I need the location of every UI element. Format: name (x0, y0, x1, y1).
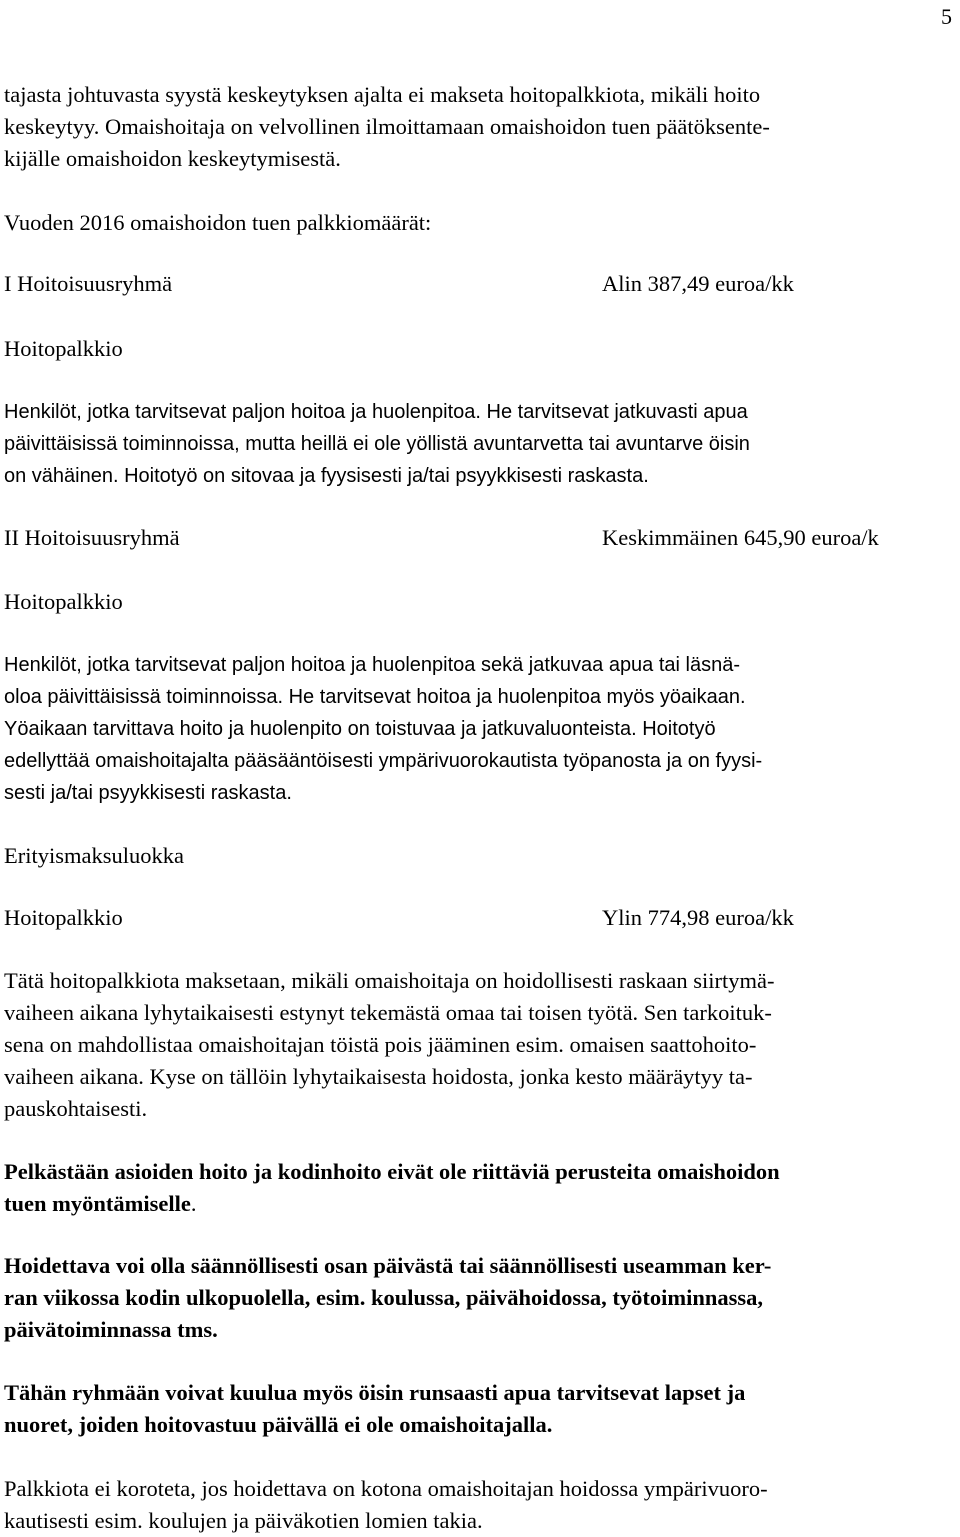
bold-para1-tail: . (190, 1191, 197, 1216)
intro-line: kijälle omaishoidon keskeytymisestä. (4, 146, 341, 171)
bold-paragraph-3 (4, 1377, 745, 1441)
bold-para1-line: Pelkästään asioiden hoito ja kodinhoito eivät ole riittäviä perusteita omaishoidon (4, 1159, 780, 1184)
special-desc-line: pauskohtaisesti. (4, 1096, 148, 1121)
group2-row (4, 522, 954, 554)
group2-sub-label: Hoitopalkkio (4, 589, 123, 614)
group1-desc-line: Henkilöt, jotka tarvitsevat paljon hoitoa ja huolenpitoa. He tarvitsevat jatkuvasti apua (4, 401, 748, 423)
group1-amount: Alin 387,49 euroa/kk (602, 271, 794, 296)
group2-desc-line: oloa päivittäisissä toiminnoissa. He tarvitsevat hoitoa ja huolenpitoa myös yöaikaan. (4, 686, 746, 708)
special-amount: Ylin 774,98 euroa/kk (602, 905, 794, 930)
bold-para2-line: ran viikossa kodin ulkopuolella, esim. koulussa, päivähoidossa, työtoiminnassa, (4, 1285, 763, 1310)
special-desc-line: vaiheen aikana. Kyse on tällöin lyhytaikaisesta hoidosta, jonka kesto määräytyy ta- (4, 1064, 753, 1089)
bold-para2-line: Hoidettava voi olla säännöllisesti osan päivästä tai säännöllisesti useamman ker- (4, 1253, 772, 1278)
special-desc-line: vaiheen aikana lyhytaikaisesti estynyt tekemästä omaa tai toisen työtä. Sen tarkoituk- (4, 1000, 772, 1025)
closing-paragraph (4, 1473, 768, 1537)
group1-sub-label: Hoitopalkkio (4, 336, 123, 361)
closing-line: kautisesti esim. koulujen ja päiväkotien lomien takia. (4, 1508, 483, 1533)
bold-para2-line: päivätoiminnassa tms. (4, 1317, 218, 1342)
special-desc-line: Tätä hoitopalkkiota maksetaan, mikäli omaishoitaja on hoidollisesti raskaan siirtymä- (4, 968, 775, 993)
rates-heading: Vuoden 2016 omaishoidon tuen palkkiomäärät: (4, 210, 432, 235)
special-label: Erityismaksuluokka (4, 843, 184, 868)
group2-desc-line: sesti ja/tai psyykkisesti raskasta. (4, 782, 292, 804)
special-sub-label: Hoitopalkkio (4, 905, 123, 930)
special-desc-line: sena on mahdollistaa omaishoitajan töistä pois jääminen esim. omaisen saattohoito- (4, 1032, 757, 1057)
intro-line: tajasta johtuvasta syystä keskeytyksen ajalta ei makseta hoitopalkkiota, mikäli hoito (4, 82, 761, 107)
bold-para1-line: tuen myöntämiselle (4, 1191, 191, 1216)
group2-label: II Hoitoisuusryhmä (4, 525, 180, 550)
group1-description (4, 396, 750, 492)
group1-desc-line: päivittäisissä toiminnoissa, mutta heillä ei ole yöllistä avuntarvetta tai avuntarve öisin (4, 433, 750, 455)
group2-desc-line: Yöaikaan tarvittava hoito ja huolenpito on toistuvaa ja jatkuvaluonteista. Hoitotyö (4, 718, 716, 740)
group1-label: I Hoitoisuusryhmä (4, 271, 173, 296)
intro-line: keskeytyy. Omaishoitaja on velvollinen ilmoittamaan omaishoidon tuen päätöksente- (4, 114, 770, 139)
group1-row (4, 268, 954, 300)
group2-desc-line: edellyttää omaishoitajalta pääsääntöisesti ympärivuorokautista työpanosta ja on fyysi- (4, 750, 763, 772)
page-number: 5 (941, 4, 952, 29)
group2-amount: Keskimmäinen 645,90 euroa/k (602, 525, 879, 550)
intro-paragraph (4, 79, 770, 175)
special-description (4, 965, 774, 1125)
bold-para3-line: nuoret, joiden hoitovastuu päivällä ei ole omaishoitajalla. (4, 1412, 553, 1437)
group2-desc-line: Henkilöt, jotka tarvitsevat paljon hoitoa ja huolenpitoa sekä jatkuvaa apua tai läsnä- (4, 654, 741, 676)
bold-para3-line: Tähän ryhmään voivat kuulua myös öisin runsaasti apua tarvitsevat lapset ja (4, 1380, 746, 1405)
group2-description (4, 649, 762, 809)
closing-line: Palkkiota ei koroteta, jos hoidettava on kotona omaishoitajan hoidossa ympärivuoro- (4, 1476, 768, 1501)
bold-paragraph-1 (4, 1156, 780, 1220)
group1-desc-line: on vähäinen. Hoitotyö on sitovaa ja fyysisesti ja/tai psyykkisesti raskasta. (4, 465, 649, 487)
special-row (4, 902, 954, 934)
bold-paragraph-2 (4, 1250, 771, 1346)
